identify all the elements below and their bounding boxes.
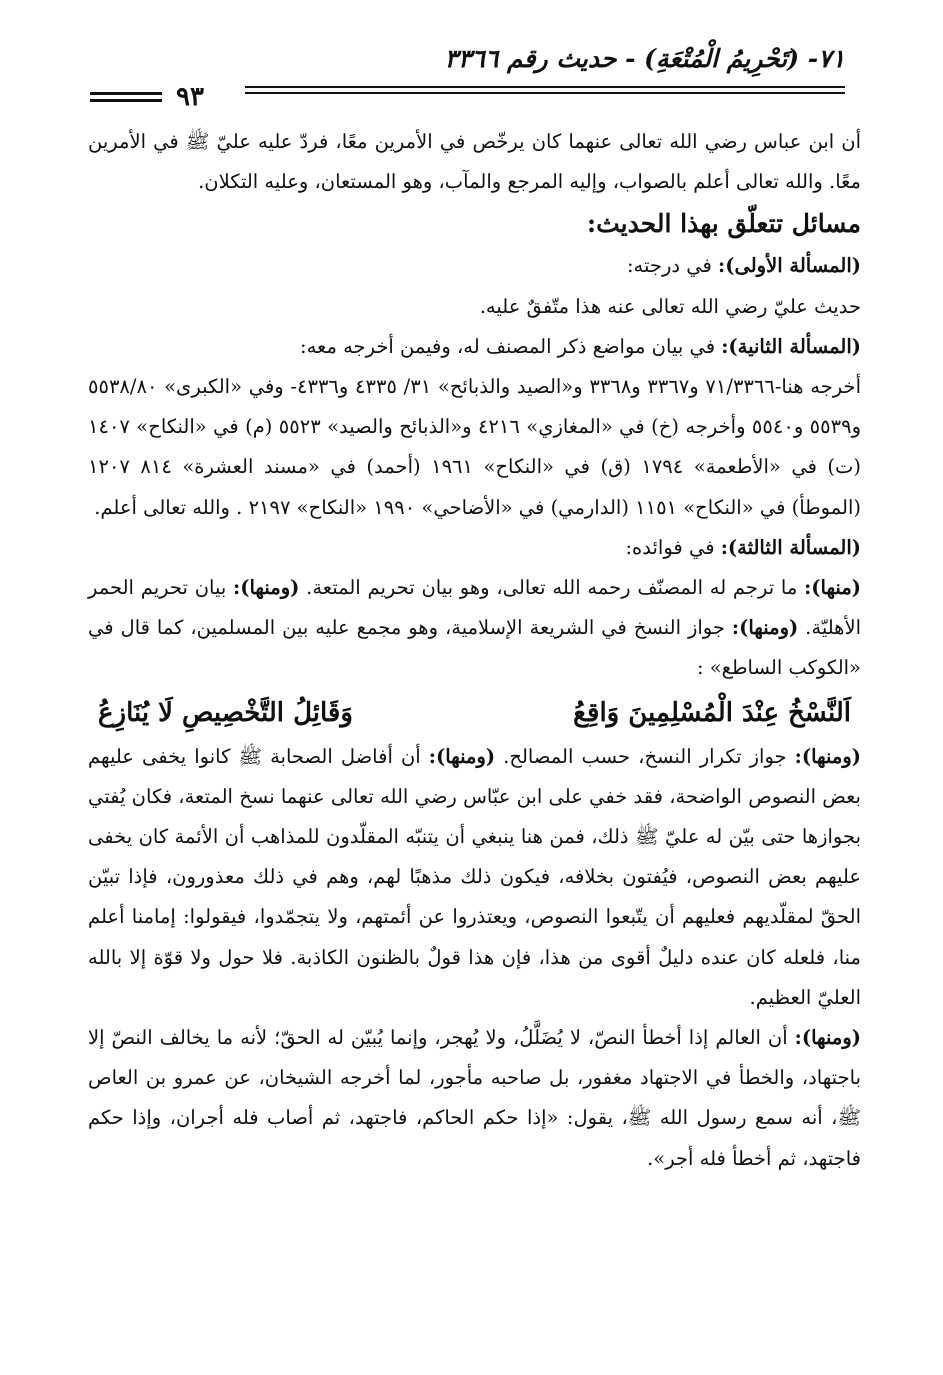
benefit-4-label: (ومنها): xyxy=(794,744,861,768)
running-title: ٧١- (تَحْرِيمُ الْمُتْعَةِ) - حديث رقم ٣٣٦٦ xyxy=(444,44,845,73)
benefits-2 xyxy=(88,737,861,1018)
benefit-4-text: جواز تكرار النسخ، حسب المصالح. xyxy=(495,744,795,768)
poetry-verse xyxy=(88,689,861,737)
decorative-bars xyxy=(90,92,162,102)
benefit-2-text: بيان تحريم الحمر الأهليّة. xyxy=(88,576,861,640)
benefit-5-text: أن أفاضل الصحابة ﷺ كانوا يخفى عليهم بعض النصوص الواضحة، فقد خفي على ابن عبّاس رضي الله تعالى عنهما نسخ المتعة، فكان يُفتي بجوازها حتى بيّن له عليّ ﷺ ذلك، فمن هنا ينبغي أن يتنبّه المقلّدون للمذاهب أن الأئمة كان يخفى عليهم بعض النصوص، فيُفتون بخلافه، فيكون ذلك مذهبًا لهم، وهم في ذلك معذورون، فإذا تبيّن الحقّ لمقلّديهم فعليهم أن يتّبعوا النصوص، ويعتذروا عن أئمتهم، ولا يتجمّدوا، فيقولوا: إمامنا أعلم منا، فلعله كان عنده دليلٌ أقوى من هذا، فإن هذا قولٌ بالظنون الكاذبة. فلا حول ولا قوّة إلا بالله العليّ العظيم. xyxy=(88,744,861,1009)
issue-1-title: في درجته: xyxy=(626,254,719,278)
issue-2-label: (المسألة الثانية): xyxy=(721,334,861,358)
issue-2-body: أخرجه هنا-٧١/٣٣٦٦ و٣٣٦٧ و٣٣٦٨ و«الصيد والذبائح» ٣١/ ٤٣٣٥ و٤٣٣٦- وفي «الكبرى» ٥٥٣٨/٨٠ و٥٥٣٩ و٥٥٤٠ وأخرجه (خ) في «المغازي» ٤٢١٦ و«الذبائح والصيد» ٥٥٢٣ (م) في «النكاح» ١٤٠٧ (ت) في «الأطعمة» ١٧٩٤ (ق) في «النكاح» ١٩٦١ (أحمد) في «مسند العشرة» ٨١٤ ١٢٠٧ (الموطأ) في «النكاح» ١١٥١ (الدارمي) في «الأضاحي» ١٩٩٠ «النكاح» ٢١٩٧ . والله تعالى أعلم. xyxy=(88,375,861,519)
issue-3 xyxy=(88,528,861,568)
benefit-3-label: (ومنها): xyxy=(731,616,799,640)
benefits-1 xyxy=(88,568,861,689)
issue-1-label: (المسألة الأولى): xyxy=(718,254,861,278)
benefit-2-label: (ومنها): xyxy=(233,576,300,600)
verse-first-hemistich: اَلنَّسْخُ عِنْدَ الْمُسْلِمِينَ وَاقِعُ xyxy=(573,697,851,728)
issue-1-body: حديث عليّ رضي الله تعالى عنه هذا متّفقٌ عليه. xyxy=(479,294,861,318)
benefit-6-label: (ومنها): xyxy=(794,1026,861,1050)
section-heading: مسائل تتعلّق بهذا الحديث: xyxy=(586,209,861,239)
issue-2-title: في بيان مواضع ذكر المصنف له، وفيمن أخرجه معه: xyxy=(300,334,722,358)
issue-2 xyxy=(88,327,861,367)
issue-3-label: (المسألة الثالثة): xyxy=(720,535,861,559)
benefit-5-label: (ومنها): xyxy=(428,744,496,768)
benefit-3-text: جواز النسخ في الشريعة الإسلامية، وهو مجمع عليه بين المسلمين، كما قال في «الكوكب الساطع» : xyxy=(88,616,861,680)
verse-second-hemistich: وَقَائِلُ التَّخْصِيصِ لَا يُنَازِعُ xyxy=(98,697,353,728)
benefit-1-text: ما ترجم له المصنّف رحمه الله تعالى، وهو بيان تحريم المتعة. xyxy=(299,576,805,600)
benefit-6-text: أن العالم إذا أخطأ النصّ، لا يُضَلَّلُ، ولا يُهجر، وإنما يُبيّن له الحقّ؛ لأنه ما يخالف النصّ إلا باجتهاد، والخطأ في الاجتهاد مغفور، بل صاحبه مأجور، لما أخرجه الشيخان، عن عمرو بن العاص ﷺ، أنه سمع رسول الله ﷺ، يقول: «إذا حكم الحاكم، فاجتهد، ثم أصاب فله أجران، وإذا حكم فاجتهد، ثم أخطأ فله أجر». xyxy=(88,1026,861,1170)
page-header xyxy=(90,44,845,116)
benefit-1-label: (منها): xyxy=(804,576,861,600)
paragraph-intro: أن ابن عباس رضي الله تعالى عنهما كان يرخّص في الأمرين معًا، فردّ عليه عليّ ﷺ في الأمرين معًا. والله تعالى أعلم بالصواب، وإليه المرجع والمآب، وهو المستعان، وعليه التكلان. xyxy=(88,130,861,194)
issue-3-title: في فوائده: xyxy=(625,535,721,559)
benefits-3 xyxy=(88,1018,861,1179)
page-body xyxy=(88,122,861,1345)
issue-1 xyxy=(88,246,861,286)
page-number: ٩٣ xyxy=(176,82,204,112)
page-number-block xyxy=(90,82,245,112)
